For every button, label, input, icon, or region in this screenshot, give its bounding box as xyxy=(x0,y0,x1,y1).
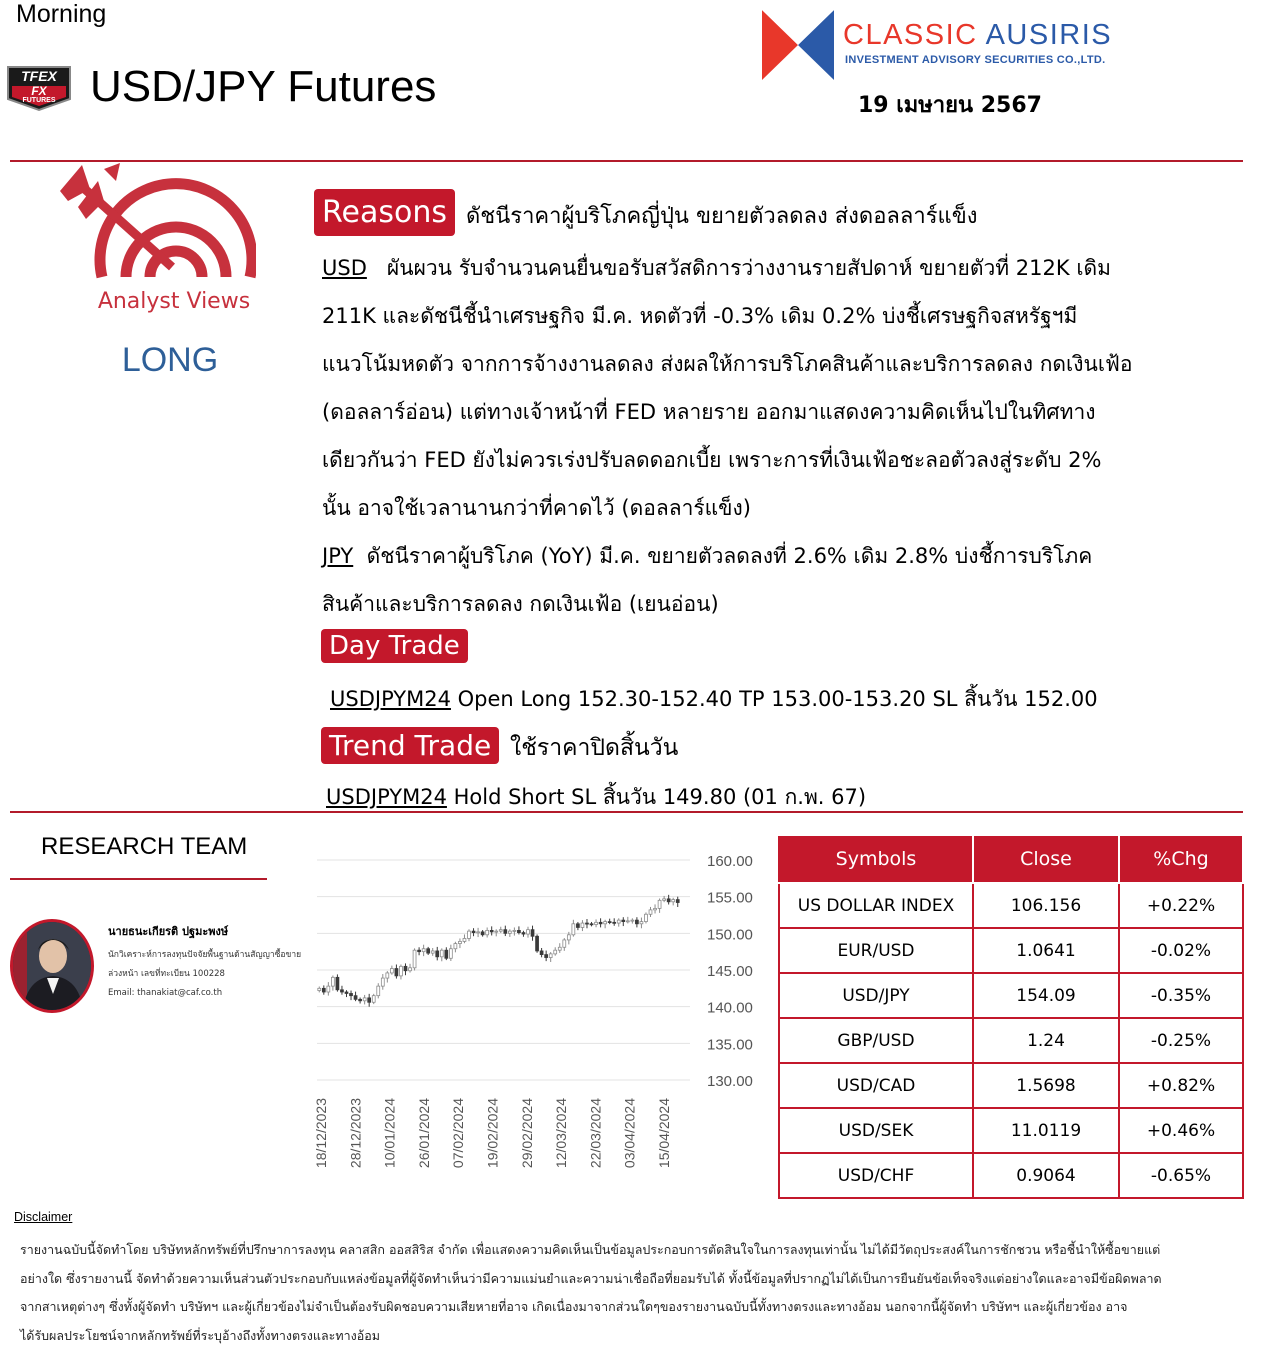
candle-body xyxy=(586,923,589,924)
chg-cell: +0.46% xyxy=(1119,1108,1243,1153)
day-trade-symbol: USDJPYM24 xyxy=(330,687,451,711)
target-icon xyxy=(60,163,256,287)
candle-body xyxy=(386,973,389,978)
candle-body xyxy=(331,977,334,986)
close-cell: 11.0119 xyxy=(973,1108,1119,1153)
candle-body xyxy=(327,986,330,992)
y-tick-label: 130.00 xyxy=(707,1073,753,1090)
candle-body xyxy=(631,920,634,921)
usd-line: 211K และดัชนีชี้นำเศรษฐกิจ มี.ค. หดตัวที่ -0.3% เดิม 0.2% บ่งชี้เศรษฐกิจสหรัฐฯมี xyxy=(322,304,1078,328)
candle-body xyxy=(499,930,502,931)
reasons-headline: ดัชนีราคาผู้บริโภคญี่ปุ่น ขยายตัวลดลง ส่งดอลลาร์แข็ง xyxy=(466,204,978,229)
candle-body xyxy=(390,969,393,973)
candle-body xyxy=(490,930,493,931)
tfex-logo-text: TFEX xyxy=(21,68,57,84)
section-divider xyxy=(10,811,1243,813)
candle-body xyxy=(427,949,430,953)
x-tick-label: 29/02/2024 xyxy=(518,1098,535,1169)
symbol-cell: EUR/USD xyxy=(779,928,973,973)
candle-body xyxy=(558,947,561,950)
candle-body xyxy=(672,900,675,902)
table-row xyxy=(779,1063,1243,1108)
candle-body xyxy=(676,900,679,903)
disclaimer-line: รายงานฉบับนี้จัดทำโดย บริษัทหลักทรัพย์ที่ปรึกษาการลงทุน คลาสสิก ออสสิริส จำกัด เพื่อแสดงความคิดเห็นเป็นข้อมูลประกอบการตัดสินใจในการลงทุนเท่านั้น ไม่ได้มีวัตถุประสงค์ในการชักชวน หรือชี้นำให้ซื้อขายแต่ xyxy=(20,1242,1161,1257)
candle-body xyxy=(667,899,670,902)
candle-body xyxy=(504,930,507,934)
candle-body xyxy=(545,955,548,958)
close-cell: 0.9064 xyxy=(973,1153,1119,1198)
candle-body xyxy=(481,932,484,935)
candle-body xyxy=(549,954,552,958)
candle-body xyxy=(513,930,516,931)
x-tick-label: 07/02/2024 xyxy=(450,1098,467,1169)
chg-cell: -0.35% xyxy=(1119,973,1243,1018)
chg-cell: +0.82% xyxy=(1119,1063,1243,1108)
close-cell: 1.24 xyxy=(973,1018,1119,1063)
company-name xyxy=(843,19,1112,52)
candle-body xyxy=(368,998,371,1002)
table-row xyxy=(779,1018,1243,1063)
candle-body xyxy=(468,931,471,938)
column-header-close: Close xyxy=(973,835,1119,883)
trend-trade-detail: Hold Short SL สิ้นวัน 149.80 (01 ก.พ. 67) xyxy=(446,785,867,809)
analyst-role: นักวิเคราะห์การลงทุนปัจจัยพื้นฐานด้านสัญญาซื้อขายล่วงหน้า เลขที่ทะเบียน 100228 xyxy=(108,950,302,979)
candle-body xyxy=(576,924,579,928)
page-title: USD/JPY Futures xyxy=(90,62,437,111)
x-tick-label: 03/04/2024 xyxy=(621,1098,638,1169)
candle-body xyxy=(322,988,325,992)
candle-body xyxy=(622,920,625,921)
candle-body xyxy=(359,999,362,1000)
company-name-part2: AUSIRIS xyxy=(985,19,1113,51)
tfex-fx-futures-logo xyxy=(6,64,72,112)
candle-body xyxy=(372,996,375,1003)
candle-body xyxy=(463,938,466,941)
candle-body xyxy=(572,924,575,935)
close-cell: 106.156 xyxy=(973,883,1119,928)
y-tick-label: 145.00 xyxy=(707,963,753,980)
chart-svg xyxy=(305,840,765,1185)
candle-body xyxy=(486,930,489,934)
y-tick-label: 150.00 xyxy=(707,926,753,944)
candle-body xyxy=(440,950,443,957)
x-tick-label: 26/01/2024 xyxy=(415,1098,432,1169)
candle-body xyxy=(413,950,416,968)
trend-trade-line xyxy=(326,781,866,814)
trend-trade-symbol: USDJPYM24 xyxy=(326,785,447,809)
candle-body xyxy=(599,922,602,923)
candle-body xyxy=(458,941,461,943)
usd-line: นั้น อาจใช้เวลานานกว่าที่คาดไว้ (ดอลลาร์แข็ง) xyxy=(322,496,751,520)
analyst-name: นายธนะเกียรติ ปฐมะพงษ์ xyxy=(108,925,229,938)
candle-body xyxy=(409,968,412,971)
candle-body xyxy=(508,931,511,933)
symbol-cell: GBP/USD xyxy=(779,1018,973,1063)
candle-body xyxy=(431,951,434,953)
candle-body xyxy=(477,932,480,933)
report-date: 19 เมษายน 2567 xyxy=(858,93,1042,118)
classic-ausiris-logo xyxy=(762,10,834,80)
candle-body xyxy=(395,969,398,976)
candle-body xyxy=(635,920,638,924)
x-tick-label: 18/12/2023 xyxy=(313,1098,329,1169)
candle-body xyxy=(345,992,348,993)
chg-cell: -0.02% xyxy=(1119,928,1243,973)
trend-trade-label: Trend Trade xyxy=(321,727,499,764)
candle-body xyxy=(527,930,530,934)
futures-logo-text: FUTURES xyxy=(22,97,56,104)
candle-body xyxy=(608,922,611,923)
candle-body xyxy=(418,950,421,951)
candle-body xyxy=(626,921,629,922)
symbol-cell: US DOLLAR INDEX xyxy=(779,883,973,928)
day-trade-label: Day Trade xyxy=(321,629,468,663)
candle-body xyxy=(654,908,657,909)
candle-body xyxy=(617,920,620,923)
candle-body xyxy=(449,949,452,959)
candle-body xyxy=(522,933,525,934)
disclaimer-line: ได้รับผลประโยชน์จากหลักทรัพย์ที่ระบุอ้างถึงทั้งทางตรงและทางอ้อม xyxy=(20,1327,380,1343)
symbol-cell: USD/JPY xyxy=(779,973,973,1018)
header-divider xyxy=(10,160,1243,162)
candle-body xyxy=(645,914,648,921)
symbol-cell: USD/CHF xyxy=(779,1153,973,1198)
candle-body xyxy=(350,993,353,995)
usd-line: เดียวกันว่า FED ยังไม่ควรเร่งปรับลดดอกเบี้ย เพราะการที่เงินเฟ้อชะลอตัวลงสู่ระดับ 2% xyxy=(322,448,1102,472)
candle-body xyxy=(604,922,607,924)
candle-body xyxy=(354,996,357,1000)
table-row xyxy=(779,883,1243,928)
candle-body xyxy=(399,966,402,976)
close-cell: 154.09 xyxy=(973,973,1119,1018)
symbol-cell: USD/SEK xyxy=(779,1108,973,1153)
x-tick-label: 12/03/2024 xyxy=(553,1098,570,1169)
symbol-cell: USD/CAD xyxy=(779,1063,973,1108)
x-tick-label: 28/12/2023 xyxy=(347,1098,364,1169)
candle-body xyxy=(536,936,539,951)
table-row xyxy=(779,1153,1243,1198)
candle-body xyxy=(567,935,570,940)
jpy-line: สินค้าและบริการลดลง กดเงินเฟ้อ (เยนอ่อน) xyxy=(322,592,719,616)
usd-paragraph xyxy=(322,244,1227,628)
research-team-title: RESEARCH TEAM xyxy=(41,833,248,860)
reasons-label: Reasons xyxy=(314,189,455,236)
y-tick-label: 155.00 xyxy=(707,889,753,907)
trend-trade-note: ใช้ราคาปิดสิ้นวัน xyxy=(510,735,679,761)
candle-body xyxy=(445,950,448,958)
disclaimer-line: อย่างใด ซึ่งรายงานนี้ จัดทำด้วยความเห็นส่วนตัวประกอบกับแหล่งข้อมูลที่ผู้จัดทำเห็นว่ามีความแม่นยำและความน่าเชื่อถือที่ยอมรับได้ ทั้งนี้ข้อมูลที่ปรากฏไม่ได้เป็นการยืนยันข้อเท็จจริงแต่อย่างใดและอาจมีข้อผิดพลาด xyxy=(20,1270,1162,1286)
analyst-email: Email: thanakiat@caf.co.th xyxy=(108,988,223,998)
candle-body xyxy=(318,988,321,990)
candle-body xyxy=(381,978,384,986)
candle-body xyxy=(554,950,557,954)
candle-body xyxy=(377,986,380,996)
candle-body xyxy=(640,922,643,924)
chg-cell: +0.22% xyxy=(1119,883,1243,928)
candle-body xyxy=(454,944,457,949)
table-row xyxy=(779,1108,1243,1153)
column-header-symbols: Symbols xyxy=(779,835,973,883)
disclaimer-title: Disclaimer xyxy=(14,1210,73,1224)
x-tick-label: 19/02/2024 xyxy=(484,1098,501,1169)
disclaimer-line: จากสาเหตุต่างๆ ซึ่งทั้งผู้จัดทำ บริษัทฯ และผู้เกี่ยวข้องไม่จำเป็นต้องรับผิดชอบความเสียหายที่อาจ เกิดเนื่องมาจากส่วนใดๆของรายงานฉบับนี้ทั้งทางตรงและทางอ้อม นอกจากนี้ผู้จัดทำ บริษัทฯ และผู้เกี่ยวข้อง อาจ xyxy=(20,1299,1128,1314)
table-row xyxy=(779,973,1243,1018)
usdjpy-candlestick-chart xyxy=(305,840,765,1185)
jpy-line: ดัชนีราคาผู้บริโภค (YoY) มี.ค. ขยายตัวลดลงที่ 2.6% เดิม 2.8% บ่งชี้การบริโภค xyxy=(366,544,1093,568)
close-cell: 1.5698 xyxy=(973,1063,1119,1108)
candle-body xyxy=(436,951,439,957)
candle-body xyxy=(531,930,534,937)
table-row xyxy=(779,928,1243,973)
chg-cell: -0.65% xyxy=(1119,1153,1243,1198)
candle-body xyxy=(590,924,593,925)
fx-logo-text: FX xyxy=(31,84,47,98)
usd-line: (ดอลลาร์อ่อน) แต่ทางเจ้าหน้าที่ FED หลายราย ออกมาแสดงความคิดเห็นไปในทิศทาง xyxy=(322,400,1096,424)
x-tick-label: 15/04/2024 xyxy=(656,1098,672,1169)
session-label: Morning xyxy=(16,0,107,28)
candle-body xyxy=(336,977,339,989)
x-tick-label: 22/03/2024 xyxy=(587,1098,604,1169)
candle-body xyxy=(658,900,661,908)
jpy-tag: JPY xyxy=(322,544,354,568)
analyst-views-label: Analyst Views xyxy=(97,289,251,314)
candle-body xyxy=(495,931,498,932)
candle-body xyxy=(540,951,543,955)
day-trade-line xyxy=(330,683,1098,716)
candle-body xyxy=(663,899,666,900)
market-table xyxy=(778,834,1244,1199)
chg-cell: -0.25% xyxy=(1119,1018,1243,1063)
close-cell: 1.0641 xyxy=(973,928,1119,973)
column-header-chg: %Chg xyxy=(1119,835,1243,883)
candle-body xyxy=(649,910,652,914)
usd-line: ผันผวน รับจำนวนคนยื่นขอรับสวัสดิการว่างงานรายสัปดาห์ ขยายตัวที่ 212K เดิม xyxy=(386,256,1111,280)
candle-body xyxy=(422,949,425,952)
research-team-underline xyxy=(10,878,267,880)
candle-body xyxy=(363,998,366,1001)
usd-tag: USD xyxy=(322,256,367,280)
candle-body xyxy=(472,931,475,932)
candle-body xyxy=(595,922,598,924)
candle-body xyxy=(563,940,566,947)
candle-body xyxy=(613,922,616,923)
disclaimer-body xyxy=(20,1236,1250,1350)
analyst-view-value: LONG xyxy=(121,341,219,379)
company-subtitle: INVESTMENT ADVISORY SECURITIES CO.,LTD. xyxy=(845,54,1106,66)
x-tick-label: 10/01/2024 xyxy=(381,1098,398,1169)
candle-body xyxy=(517,930,520,932)
usd-line: แนวโน้มหดตัว จากการจ้างงานลดลง ส่งผลให้การบริโภคสินค้าและบริการลดลง กดเงินเฟ้อ xyxy=(322,352,1133,376)
analyst-avatar xyxy=(10,919,94,1013)
company-name-part1: CLASSIC xyxy=(843,19,978,51)
day-trade-detail: Open Long 152.30-152.40 TP 153.00-153.20 SL สิ้นวัน 152.00 xyxy=(450,687,1098,711)
y-tick-label: 135.00 xyxy=(707,1036,753,1054)
market-table-header xyxy=(779,835,1243,883)
candle-body xyxy=(404,966,407,970)
candle-body xyxy=(341,990,344,992)
y-tick-label: 160.00 xyxy=(707,853,753,870)
y-tick-label: 140.00 xyxy=(707,999,753,1017)
candle-body xyxy=(581,923,584,927)
